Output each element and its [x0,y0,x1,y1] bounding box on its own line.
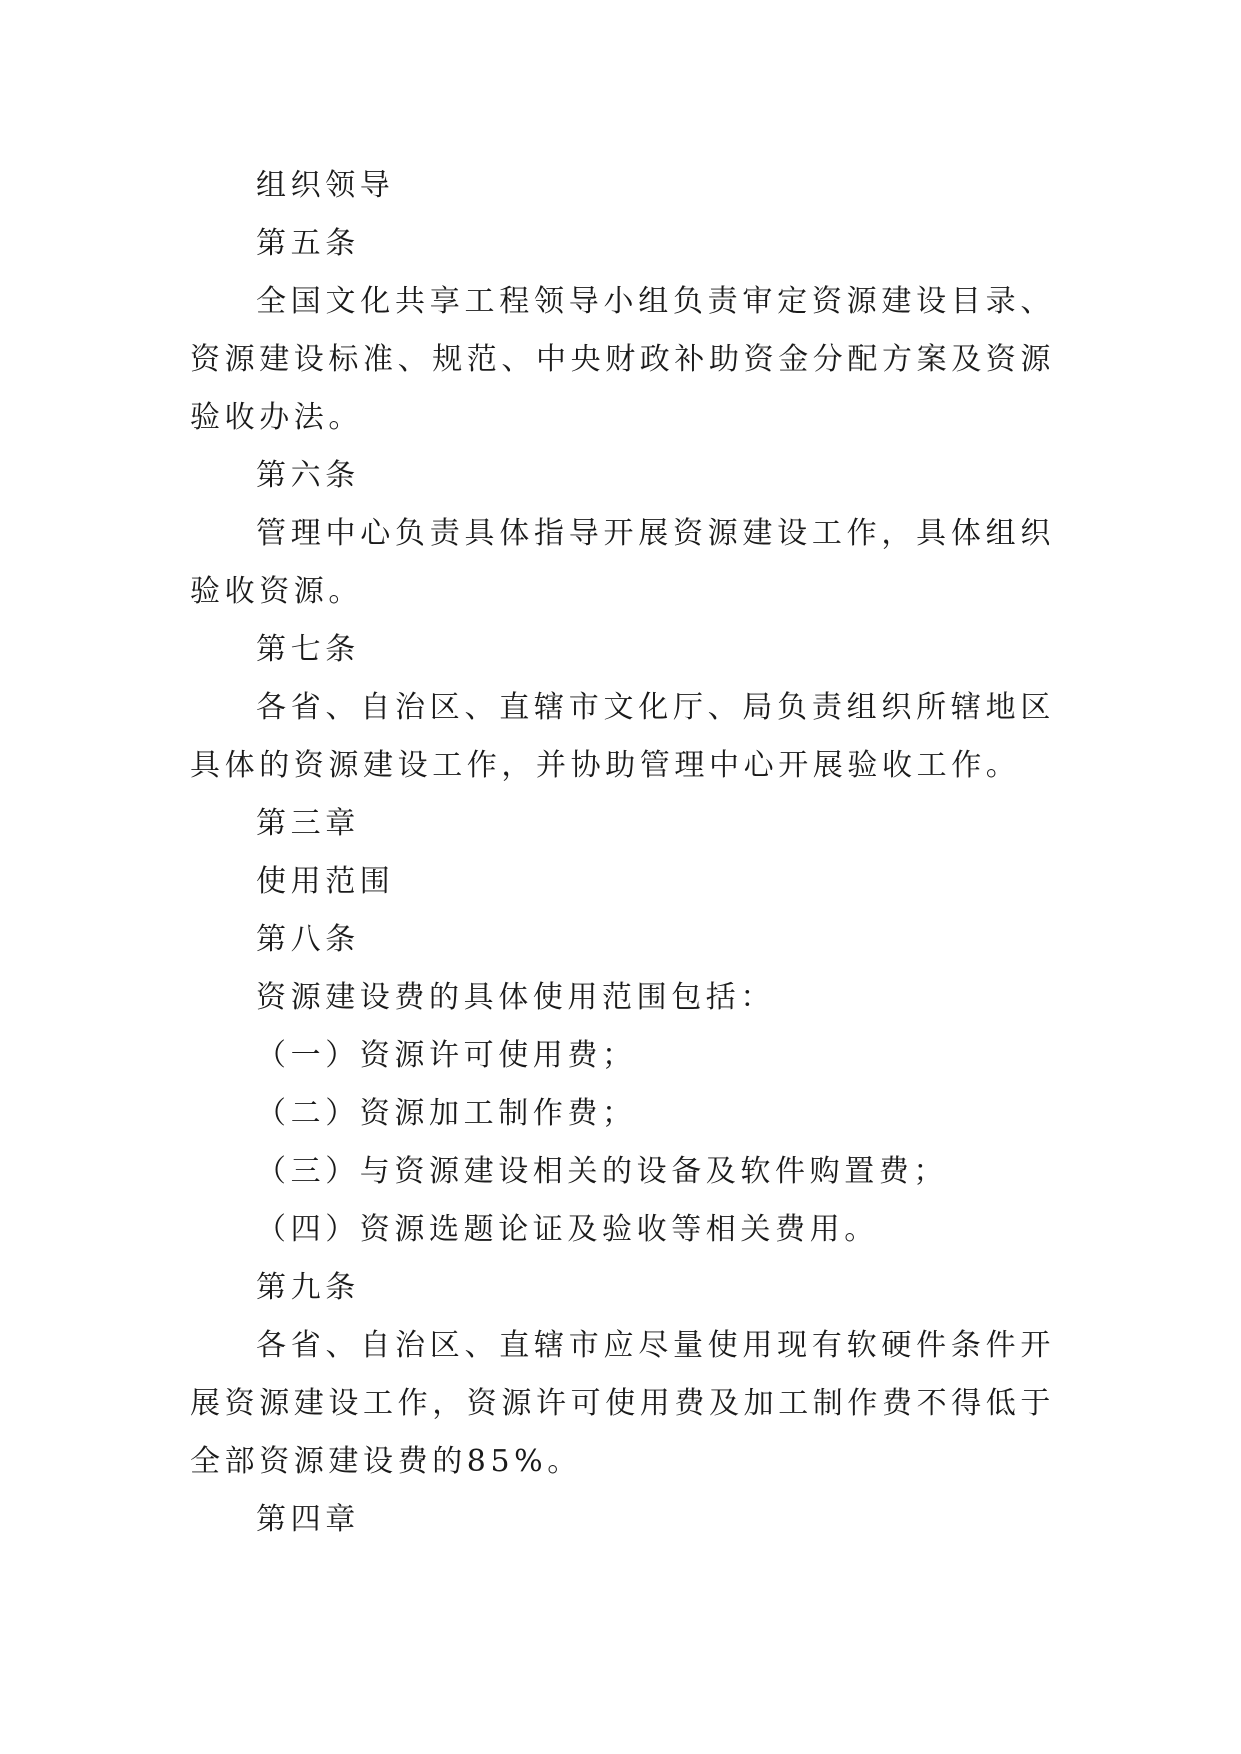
article-9-heading: 第九条 [256,1270,360,1305]
article-7-heading: 第七条 [256,632,360,667]
list-item-1: （一）资源许可使用费； [256,1038,637,1073]
section-title-scope: 使用范围 [256,864,395,899]
article-5-heading: 第五条 [256,226,360,261]
document-body [190,157,1055,1549]
article-6-heading: 第六条 [256,458,360,493]
article-7-body: 各省、自治区、直辖市文化厅、局负责组织所辖地区具体的资源建设工作，并协助管理中心开展验收工作。 [190,690,1055,783]
article-9-body: 各省、自治区、直辖市应尽量使用现有软硬件条件开展资源建设工作，资源许可使用费及加工制作费不得低于全部资源建设费的85%。 [190,1328,1055,1479]
article-5-body: 全国文化共享工程领导小组负责审定资源建设目录、资源建设标准、规范、中央财政补助资金分配方案及资源验收办法。 [190,284,1055,435]
article-8-body: 资源建设费的具体使用范围包括： [256,980,775,1015]
chapter-4-heading: 第四章 [256,1502,360,1537]
article-8-heading: 第八条 [256,922,360,957]
list-item-3: （三）与资源建设相关的设备及软件购置费； [256,1154,948,1189]
article-6-body: 管理中心负责具体指导开展资源建设工作，具体组织验收资源。 [190,516,1055,609]
list-item-4: （四）资源选题论证及验收等相关费用。 [256,1212,879,1247]
chapter-3-heading: 第三章 [256,806,360,841]
list-item-2: （二）资源加工制作费； [256,1096,637,1131]
section-title-organization: 组织领导 [256,168,395,203]
